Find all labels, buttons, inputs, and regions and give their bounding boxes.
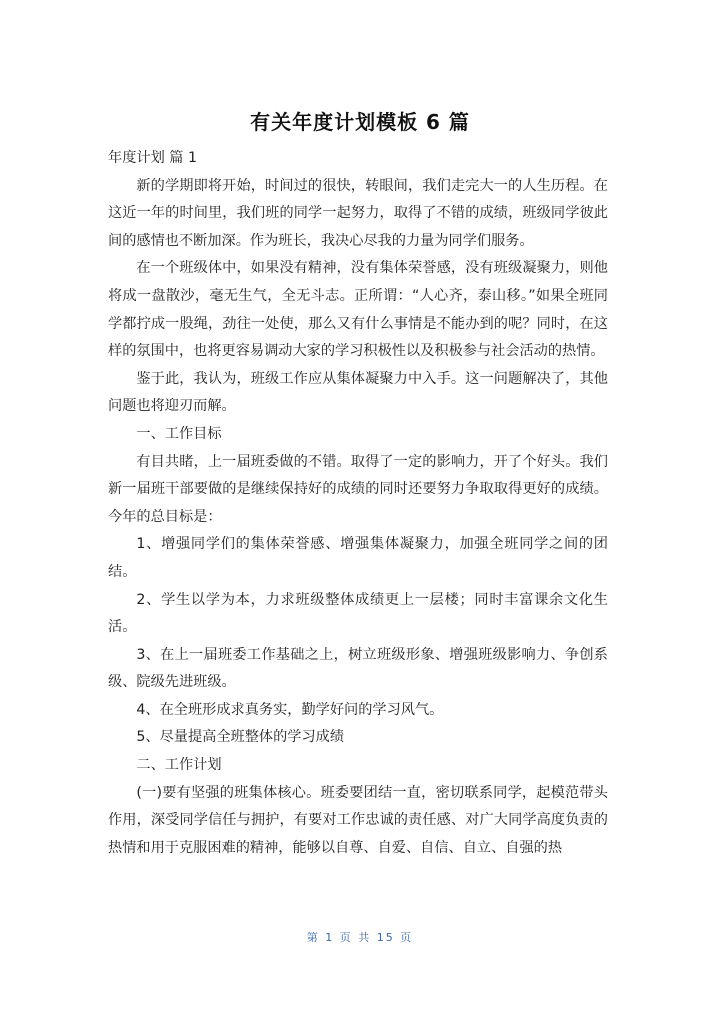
section-heading: 一、工作目标 (136, 425, 222, 442)
list-item: 5、尽量提高全班整体的学习成绩 (136, 729, 345, 746)
paragraph: 新的学期即将开始，时间过的很快，转眼间，我们走完大一的人生历程。在这近一年的时间里，我们班的同学一起努力，取得了不错的成绩，班级同学彼此间的感情也不断加深。作为班长，我决心尽我的力量为同学们服务。 (108, 177, 608, 249)
paragraph: 鉴于此，我认为，班级工作应从集体凝聚力中入手。这一问题解决了，其他问题也将迎刃而解。 (108, 370, 608, 415)
list-item: 4、在全班形成求真务实，勤学好问的学习风气。 (136, 701, 444, 718)
list-item: 2、学生以学为本，力求班级整体成绩更上一层楼；同时丰富课余文化生活。 (108, 591, 608, 636)
section-heading: 二、工作计划 (136, 757, 222, 774)
document-body (108, 145, 608, 862)
list-item: 3、在上一届班委工作基础之上，树立班级形象、增强班级影响力、争创系级、院级先进班级。 (108, 646, 608, 691)
document-title: 有关年度计划模板 6 篇 (250, 110, 470, 134)
paragraph: (一)要有坚强的班集体核心。班委要团结一直，密切联系同学，起模范带头作用，深受同学信任与拥护，有要对工作忠诚的责任感、对广大同学高度负责的热情和用于克服困难的精神，能够以自尊、自爱、自信、自立、自强的热 (108, 784, 608, 856)
paragraph: 在一个班级体中，如果没有精神，没有集体荣誉感，没有班级凝聚力，则他将成一盘散沙，毫无生气，全无斗志。正所谓：“人心齐，泰山移。”如果全班同学都拧成一股绳，劲往一处使，那么又有什么事情是不能办到的呢？同时，在这样的氛围中，也将更容易调动大家的学习积极性以及积极参与社会活动的热情。 (108, 260, 608, 360)
paragraph: 有目共睹，上一届班委做的不错。取得了一定的影响力，开了个好头。我们新一届班干部要做的是继续保持好的成绩的同时还要努力争取取得更好的成绩。今年的总目标是： (108, 453, 608, 525)
page-number-footer: 第 1 页 共 15 页 (306, 931, 414, 944)
section-subtitle: 年度计划 篇 1 (108, 150, 197, 166)
list-item: 1、增强同学们的集体荣誉感、增强集体凝聚力，加强全班同学之间的团结。 (108, 536, 608, 580)
